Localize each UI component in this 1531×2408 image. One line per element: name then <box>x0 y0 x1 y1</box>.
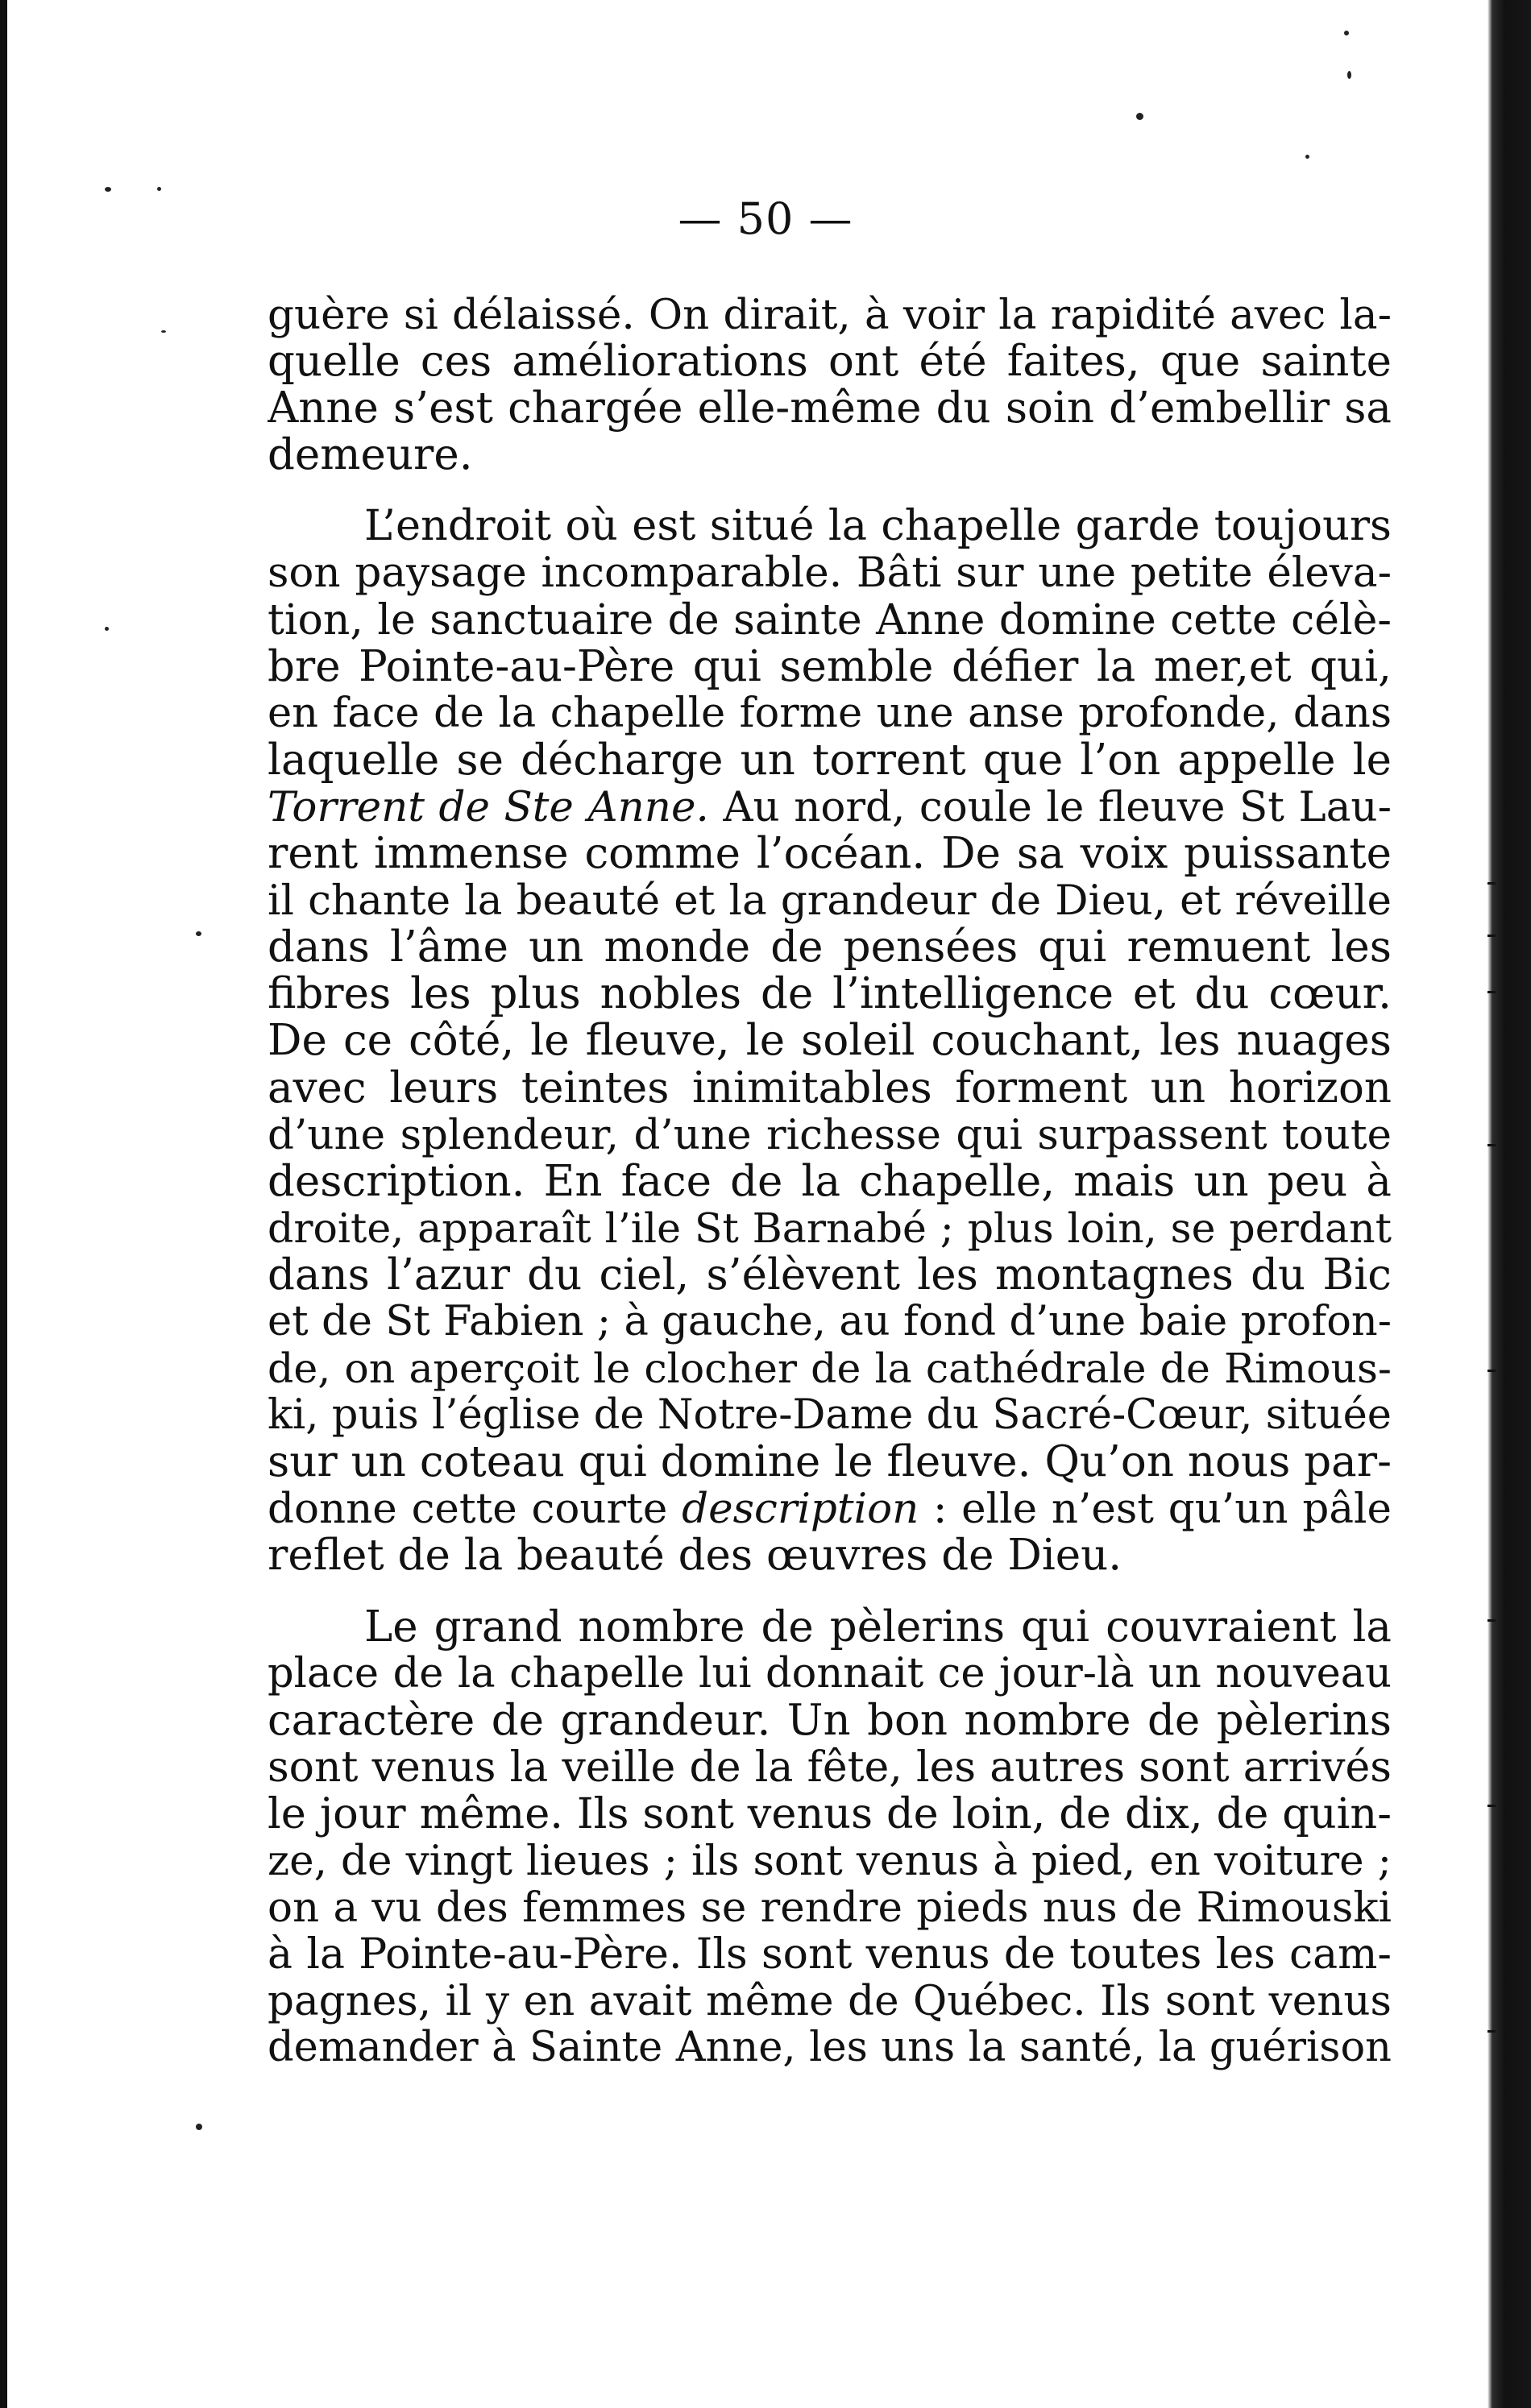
text-line: tion, le sanctuaire de sainte Anne domine cette célè- <box>268 596 1392 644</box>
text-line: dans l’âme un monde de pensées qui remuent les <box>268 924 1392 972</box>
scan-speck <box>1347 71 1351 79</box>
scan-speck <box>105 627 109 631</box>
text-line: d’une splendeur, d’une richesse qui surpassent toute <box>268 1111 1392 1158</box>
text-line: ki, puis l’église de Notre-Dame du Sacré-Cœur, située <box>268 1392 1392 1440</box>
paragraph-2 <box>268 503 1392 1579</box>
text-line: le jour même. Ils sont venus de loin, de dix, de quin- <box>268 1790 1392 1838</box>
text-line: dans l’azur du ciel, s’élèvent les montagnes du Bic <box>268 1251 1392 1299</box>
text-line: en face de la chapelle forme une anse profonde, dans <box>268 690 1392 737</box>
text-line: et de St Fabien ; à gauche, au fond d’une baie profon- <box>268 1298 1392 1345</box>
text-line: ze, de vingt lieues ; ils sont venus à pied, en voiture ; <box>268 1838 1392 1885</box>
scan-speck <box>1344 31 1349 35</box>
text-line: Anne s’est chargée elle-même du soin d’embellir sa <box>268 385 1392 433</box>
text-line: il chante la beauté et la grandeur de Dieu, et réveille <box>268 877 1392 925</box>
text-line: caractère de grandeur. Un bon nombre de pèlerins <box>268 1697 1392 1744</box>
text-line: rent immense comme l’océan. De sa voix puissante <box>268 831 1392 878</box>
text-line: à la Pointe-au-Père. Ils sont venus de toutes les cam- <box>268 1931 1392 1979</box>
text-line: place de la chapelle lui donnait ce jour-là un nouveau <box>268 1650 1392 1697</box>
text-line: demeure. <box>268 432 473 479</box>
text-line: guère si délaissé. On dirait, à voir la rapidité avec la- <box>268 292 1392 339</box>
text-line: fibres les plus nobles de l’intelligence et du cœur. <box>268 971 1392 1018</box>
text-line: de, on aperçoit le clocher de la cathédrale de Rimous- <box>268 1345 1392 1393</box>
page-number: — 50 — <box>678 193 853 244</box>
scan-speck <box>161 330 166 333</box>
text-line: reflet de la beauté des œuvres de Dieu. <box>268 1532 1122 1580</box>
scan-edge-left <box>0 0 7 2408</box>
scan-speck <box>196 931 201 936</box>
text-line: description. En face de la chapelle, mais un peu à <box>268 1158 1392 1205</box>
scan-speck <box>1305 155 1309 159</box>
paragraph-1 <box>268 292 1392 479</box>
scan-edge-right <box>1473 0 1531 2408</box>
text-line: De ce côté, le fleuve, le soleil couchant, les nuages <box>268 1017 1392 1065</box>
scan-speck <box>1136 113 1143 120</box>
text-line: laquelle se décharge un torrent que l’on appelle le <box>268 736 1392 784</box>
italic-place-name: Torrent de Ste Anne. <box>268 783 709 831</box>
text-line: donne cette courte description : elle n’est qu’un pâle <box>268 1486 1392 1533</box>
text-line: pagnes, il y en avait même de Québec. Ils sont venus <box>268 1978 1392 2025</box>
scan-speck <box>196 2124 202 2130</box>
text-line: avec leurs teintes inimitables forment un horizon <box>268 1064 1392 1112</box>
text-line: Le grand nombre de pèlerins qui couvraient la <box>364 1603 1392 1651</box>
italic-word: description <box>682 1486 919 1533</box>
text-line: droite, apparaît l’ile St Barnabé ; plus loin, se perdant <box>268 1204 1392 1252</box>
paragraph-3 <box>268 1604 1392 2072</box>
text-line: son paysage incomparable. Bâti sur une petite éleva- <box>268 549 1392 597</box>
scan-speck <box>105 187 111 192</box>
body-text <box>268 292 1392 2071</box>
scan-speck <box>157 187 161 191</box>
text-line: L’endroit où est situé la chapelle garde toujours <box>364 503 1392 550</box>
text-line: on a vu des femmes se rendre pieds nus de Rimouski <box>268 1884 1392 1932</box>
text-line: bre Pointe-au-Père qui semble défier la mer,et qui, <box>268 643 1392 690</box>
text-line: demander à Sainte Anne, les uns la santé, la guérison <box>268 2025 1392 2072</box>
text-line: quelle ces améliorations ont été faites, que sainte <box>268 338 1392 386</box>
text-line: sur un coteau qui domine le fleuve. Qu’on nous par- <box>268 1439 1392 1486</box>
text-line: Torrent de Ste Anne. Au nord, coule le fleuve St Lau- <box>268 783 1392 831</box>
text-line: sont venus la veille de la fête, les autres sont arrivés <box>268 1743 1392 1791</box>
